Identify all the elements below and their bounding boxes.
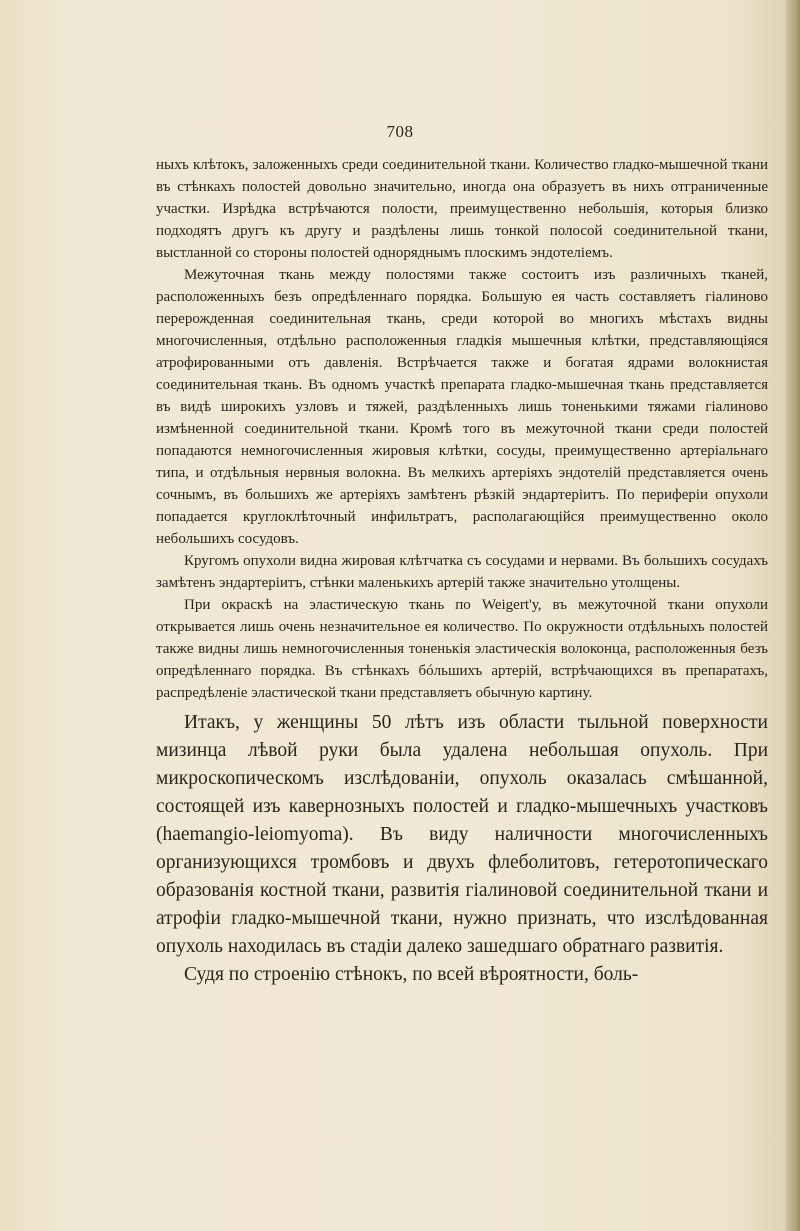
body-text bbox=[156, 154, 768, 989]
paragraph-summary: Итакъ, у женщины 50 лѣтъ изъ области тыльной поверхности мизинца лѣвой руки была удалена небольшая опухоль. При микроскопическомъ изслѣдованіи, опухоль оказалась смѣшанной, состоящей изъ кавернозныхъ полостей и гладко-мышечныхъ участковъ (haemangio-leiomyoma). Въ виду наличности многочисленныхъ организующихся тромбовъ и двухъ флеболитовъ, гетеротопическаго образованія костной ткани, развитія гіалиновой соединительной ткани и атрофіи гладко-мышечной ткани, нужно признать, что изслѣдованная опухоль находилась въ стадіи далеко зашедшаго обратнаго развитія. bbox=[156, 712, 768, 957]
paragraph-continuation: ныхъ клѣтокъ, заложенныхъ среди соединительной ткани. Количество гладко-мышечной ткани въ стѣнкахъ полостей довольно значительно, иногда она образуетъ въ нихъ отграниченные участки. Изрѣдка встрѣчаются полости, преимущественно небольшія, которыя близко подходятъ другъ къ другу и раздѣлены лишь тонкой полосой соединительной ткани, выстланной со стороны полостей одноряднымъ плоскимъ эндотеліемъ. bbox=[156, 157, 768, 261]
page-number: 708 bbox=[386, 122, 414, 141]
paragraph-wall-structure: Судя по строенію стѣнокъ, по всей вѣроятности, боль- bbox=[184, 964, 639, 985]
small-print-section bbox=[156, 154, 768, 704]
paragraph-interstitial-tissue: Межуточная ткань между полостями также состоитъ изъ различныхъ тканей, расположенныхъ безъ опредѣленнаго порядка. Большую ея часть составляетъ гіалиново перерожденная соединительная ткань, среди которой во многихъ мѣстахъ видны многочисленныя, отдѣльно расположенныя гладкія мышечныя клѣтки, представляющіяся атрофированными отъ давленія. Встрѣчается также и богатая ядрами волокнистая соединительная ткань. Въ одномъ участкѣ препарата гладко-мышечная ткань представляется въ видѣ широкихъ узловъ и тяжей, раздѣленныхъ лишь тоненькими тяжами гіалиново измѣненной соединительной ткани. Кромѣ того въ межуточной ткани среди полостей попадаются немногочисленныя жировыя клѣтки, сосуды, преимущественно артеріальнаго типа, и отдѣльныя нервныя волокна. Въ мелкихъ артеріяхъ эндотелій представляется очень сочнымъ, въ большихъ же артеріяхъ замѣтенъ рѣзкій эндартеріитъ. По периферіи опухоли попадается круглоклѣточный инфильтратъ, располагающійся преимущественно около небольшихъ сосудовъ. bbox=[156, 267, 768, 547]
paragraph-surrounding-tissue: Кругомъ опухоли видна жировая клѣтчатка съ сосудами и нервами. Въ большихъ сосудахъ замѣтенъ эндартеріитъ, стѣнки маленькихъ артерій также значительно утолщены. bbox=[156, 553, 768, 591]
page-edge-shadow bbox=[786, 0, 800, 1231]
paragraph-elastic-staining: При окраскѣ на эластическую ткань по Weigert'у, въ межуточной ткани опухоли открывается лишь очень незначительное ея количество. По окружности отдѣльныхъ полостей также видны лишь немногочисленныя тоненькія эластическія волоконца, расположенныя безъ опредѣленнаго порядка. Въ стѣнкахъ бóльшихъ артерій, встрѣчающихся въ препаратахъ, распредѣленіе эластической ткани представляетъ обычную картину. bbox=[156, 597, 768, 701]
large-print-section bbox=[156, 709, 768, 989]
